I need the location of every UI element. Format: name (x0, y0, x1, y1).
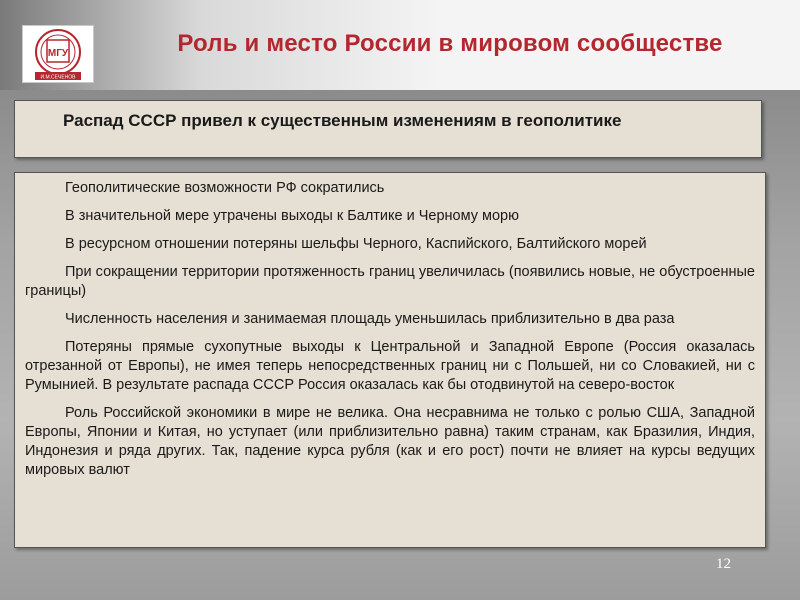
slide-subtitle: Распад СССР привел к существенным изменениям в геополитике (63, 111, 622, 130)
slide-title: Роль и место России в мировом сообществе (177, 30, 723, 57)
logo-text: МГУ (47, 48, 69, 59)
paragraph-1: Геополитические возможности РФ сократились (65, 180, 385, 196)
page-number: 12 (716, 556, 731, 572)
content-box (14, 172, 766, 548)
paragraph-4: При сокращении территории протяженность границ увеличилась (появились новые, не обустроенные границы) (25, 264, 755, 299)
logo-caption: И.М.СЕЧЕНОВ (40, 74, 76, 81)
university-emblem-icon (22, 25, 94, 83)
paragraph-6: Потеряны прямые сухопутные выходы к Центральной и Западной Европе (Россия оказалась отрезанной от Европы), не имея теперь непосредственных границ ни с Польшей, ни со Словакией, ни с Румынией. В результате распада СССР Россия оказалась как бы отодвинутой на северо-восток (25, 339, 755, 393)
subtitle-box (14, 100, 762, 158)
paragraph-7: Роль Российской экономики в мире не велика. Она несравнима не только с ролью США, Западной Европы, Японии и Китая, но уступает (или приблизительно равна) таким странам, как Бразилия, Индия, Индонезия и ряда других. Так, падение курса рубля (как и его рост) почти не влияет на курсы ведущих мировых валют (25, 405, 755, 478)
paragraph-2: В значительной мере утрачены выходы к Балтике и Черному морю (65, 208, 519, 224)
paragraph-3: В ресурсном отношении потеряны шельфы Черного, Каспийского, Балтийского морей (65, 236, 647, 252)
paragraph-5: Численность населения и занимаемая площадь уменьшилась приблизительно в два раза (65, 311, 675, 327)
